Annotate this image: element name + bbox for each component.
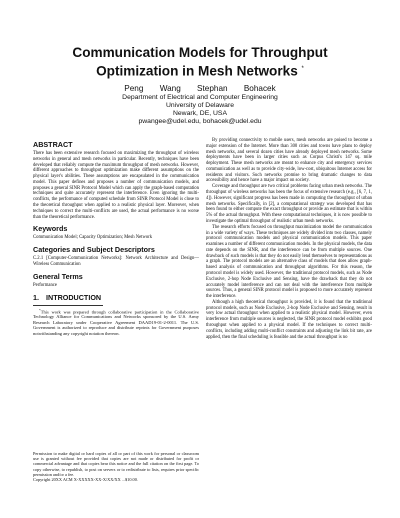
paper-title [30, 44, 370, 80]
title-footnote-mark: * [301, 66, 304, 72]
keywords-heading: Keywords [33, 224, 68, 234]
introduction-title: INTRODUCTION [46, 292, 102, 302]
affiliation-university: University of Delaware [166, 102, 234, 109]
author-names: Peng Wang Stephan Bohacek [124, 84, 276, 93]
intro-paragraph-3: The research efforts focused on throughput maximization model the communication in a wide variety of ways. These techniques are widely divided into two classes, namely protocol communication models and physical communication models. This paper examines a number of different communication models. In the physical models, the data rate depends on the SINR, and the interference can be from multiple sources. One drawback of such models is that they do not easily lend themselves to representations as a graph. The protocol models are an alternative class of models that does allow graph-based analysis of communication and throughput algorithms. For this reason, the protocol model is widely used. However, the traditional protocol models, such as Node Exclusive, 2-hop Node Exclusive and Sensing, have the drawback that they do not accurately model interference and can not deal with the interference from multiple sources. Thus, a general SINR protocol model is proposed to more accurately represent the interference. [206, 224, 372, 300]
copyright-line: Copyright 20XX ACM X-XXXXX-XX-X/XX/XX ...$10.00. [33, 477, 138, 483]
intro-paragraph-4: Although a high theoretical throughput is provided, it is found that the traditional protocol models, such as Node Exclusive, 2-hop Node Exclusive and Sensing, result in very low actual throughput when applied to a realistic physical model. However, even interference from multiple sources is neglected, the SINR protocol model exhibits good throughput when applied to a physical model. If the techniques to correct multi-conflicts, including adding multi-conflict constraints and adjusting the link bit rate, are applied, then the final scheduling is feasible and the actual throughput is no [206, 299, 372, 340]
affiliation-department: Department of Electrical and Computer Engineering [122, 94, 278, 101]
categories-heading: Categories and Subject Descriptors [33, 245, 155, 255]
keywords-text: Communication Model; Capacity Optimization; Mesh Network [33, 235, 153, 241]
footnote-rule [33, 305, 103, 306]
right-column [206, 138, 372, 340]
introduction-heading [33, 293, 199, 302]
footnote-text: This work was prepared through collaborative participation in the Collaborative Technology Alliance for Communications and Networks sponsored by the U.S. Army Research Laboratory under Cooperative Agreement DAAD19-01-2-0011. The U.S. Government is authorized to reproduce and distribute reprints for Government purposes notwithstanding any copyright notation thereon. [33, 309, 199, 336]
author-emails: pwangee@udel.edu, bohacek@udel.edu [138, 118, 262, 125]
general-terms-heading: General Terms [33, 271, 83, 281]
footnote-mark: * [39, 307, 41, 312]
author-block [60, 84, 340, 126]
paper-title-text: Communication Models for Throughput Optimization in Mesh Networks [72, 45, 328, 79]
left-column [33, 140, 199, 336]
abstract-text: There has been extensive research focused on maximizing the throughput of wireless networks in general and mesh networks in particular. Recently, techniques have been developed that reliably compute the maximum throughput of mesh networks. However, different approaches to throughput optimization make different assumptions on the physical layer's abilities. These assumptions are encapsulated in the communication model. This paper defines and proposes a number of communication models, and proposes a general SINR Protocol Model which can apply the graph-based computation techniques and quite accurately represent the interference. Even ignoring the multi-conflicts, the performance of computed schedule from SINR Protocol Model is close to the theoretical throughput when applied to a realistic physical layer. Moreover, when techniques to correct the multi-conflicts are used, the actual performance is no worse than the theoretical performance. [33, 151, 199, 220]
permission-text: Permission to make digital or hard copies of all or part of this work for personal or classroom use is granted without fee provided that copies are not made or distributed for profit or commercial advantage and that copies bear this notice and the full citation on the first page. To copy otherwise, to republish, to post on servers or to redistribute to lists, requires prior specific permission and/or a fee. [33, 451, 199, 477]
abstract-heading: ABSTRACT [33, 140, 73, 149]
footnote [33, 308, 199, 337]
general-terms-text: Performance [33, 282, 57, 288]
intro-paragraph-1: By providing connectivity to mobile users, mesh networks are poised to become a major extension of the Internet. More than 300 cities and towns have plans to deploy mesh networks, and several dozen cities have already deployed mesh networks. Some deployments have been in larger cities such as Corpus Christi's 147 sq. mile deployment. These mesh networks are meant to enhance city and emergency services communication as well as to provide city-wide, low-cost, ubiquitous Internet access for residents and visitors. Such networks promise to bring dramatic changes to data accessibility and hence have a major impact on society. [206, 138, 372, 184]
categories-text: C.2.1 [Computer-Communication Networks]: Network Architecture and Design—Wireless Communication [33, 256, 199, 267]
intro-paragraph-2: Coverage and throughput are two critical problems facing urban mesh networks. The throughput of wireless networks has been the focus of extensive research (e.g., [6, 7, 1, 4]). However, significant progress has been made in computing the throughput of urban mesh networks. Specifically, in [2], a computational strategy was developed that has been found to either compute the exact throughput or provide an estimate that is within 5% of the actual throughput. With these computational techniques, it is now possible to investigate the optimal throughput of realistic urban mesh networks. [206, 184, 372, 224]
introduction-number: 1. [33, 292, 39, 302]
affiliation-location: Newark, DE, USA [172, 110, 227, 117]
permission-block [33, 451, 199, 482]
